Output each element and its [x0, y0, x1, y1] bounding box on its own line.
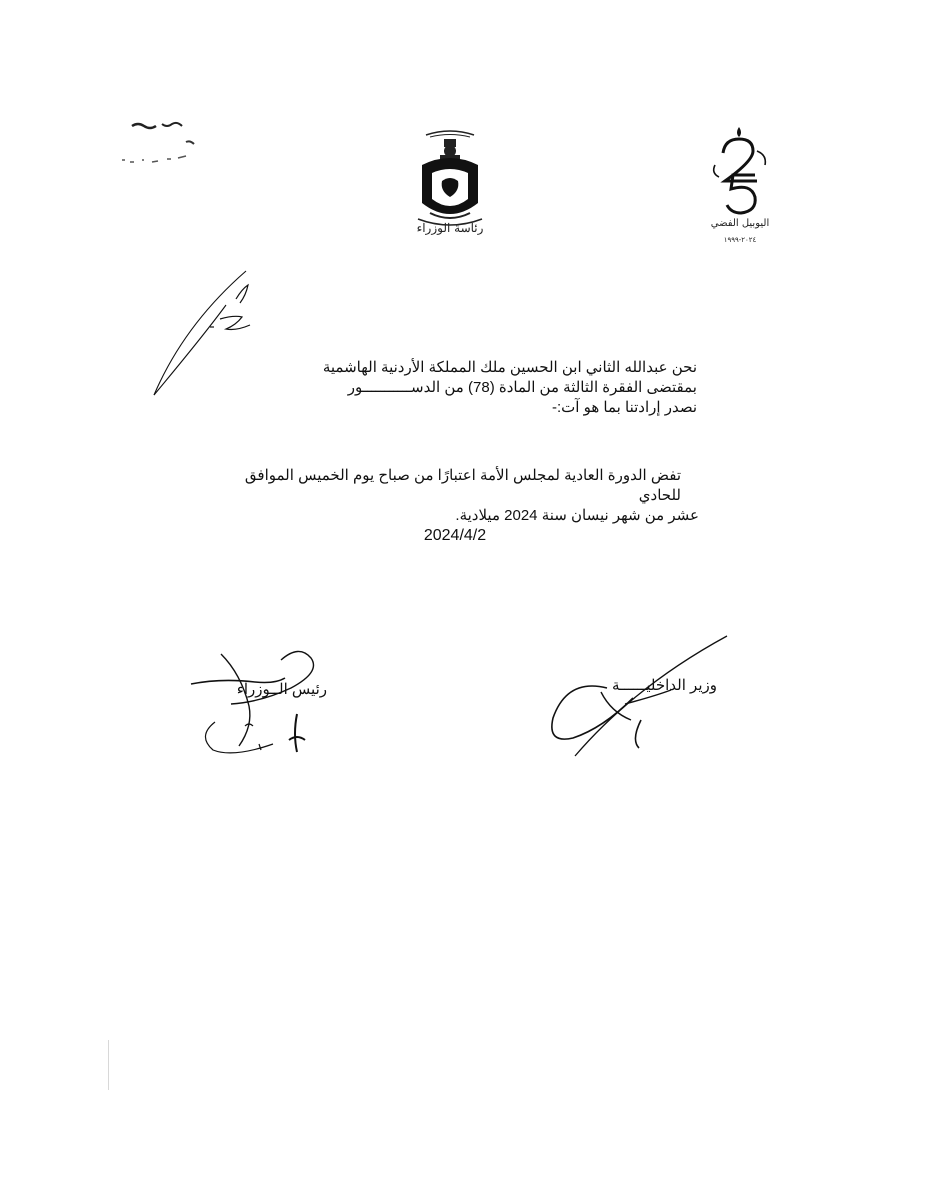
decree-date: 2024/4/2: [423, 527, 487, 544]
body-line: تفض الدورة العادية لمجلس الأمة اعتبارًا من صباح يوم الخميس الموافق للحادي: [244, 467, 681, 504]
silver-jubilee-25-icon: [705, 125, 775, 225]
body-line: عشر من شهر نيسان سنة 2024 ميلادية.: [455, 507, 699, 524]
prime-minister-label: رئيس الــوزراء: [236, 681, 327, 698]
intro-line: نصدر إرادتنا بما هو آت:-: [551, 399, 697, 416]
interior-minister-signature: [545, 632, 735, 762]
interior-minister-label: وزير الداخليــــــة: [611, 677, 717, 694]
intro-line: نحن عبدالله الثاني ابن الحسين ملك المملكة الأردنية الهاشمية: [322, 359, 697, 376]
scan-marks-icon: [112, 112, 222, 182]
decree-intro: [277, 358, 697, 418]
office-caption: رئاسة الوزراء: [416, 221, 484, 235]
royal-signature: [140, 265, 270, 405]
jubilee-caption: اليوبيل الفضي: [710, 218, 770, 229]
intro-line: بمقتضى الفقرة الثالثة من المادة (78) من الدســـــــــــور: [347, 379, 697, 396]
prime-minister-signature: [185, 640, 325, 760]
jubilee-years: ٢٠٢٤-١٩٩٩: [723, 236, 757, 244]
scan-edge-line: [108, 1040, 109, 1090]
decree-body: [199, 466, 699, 526]
